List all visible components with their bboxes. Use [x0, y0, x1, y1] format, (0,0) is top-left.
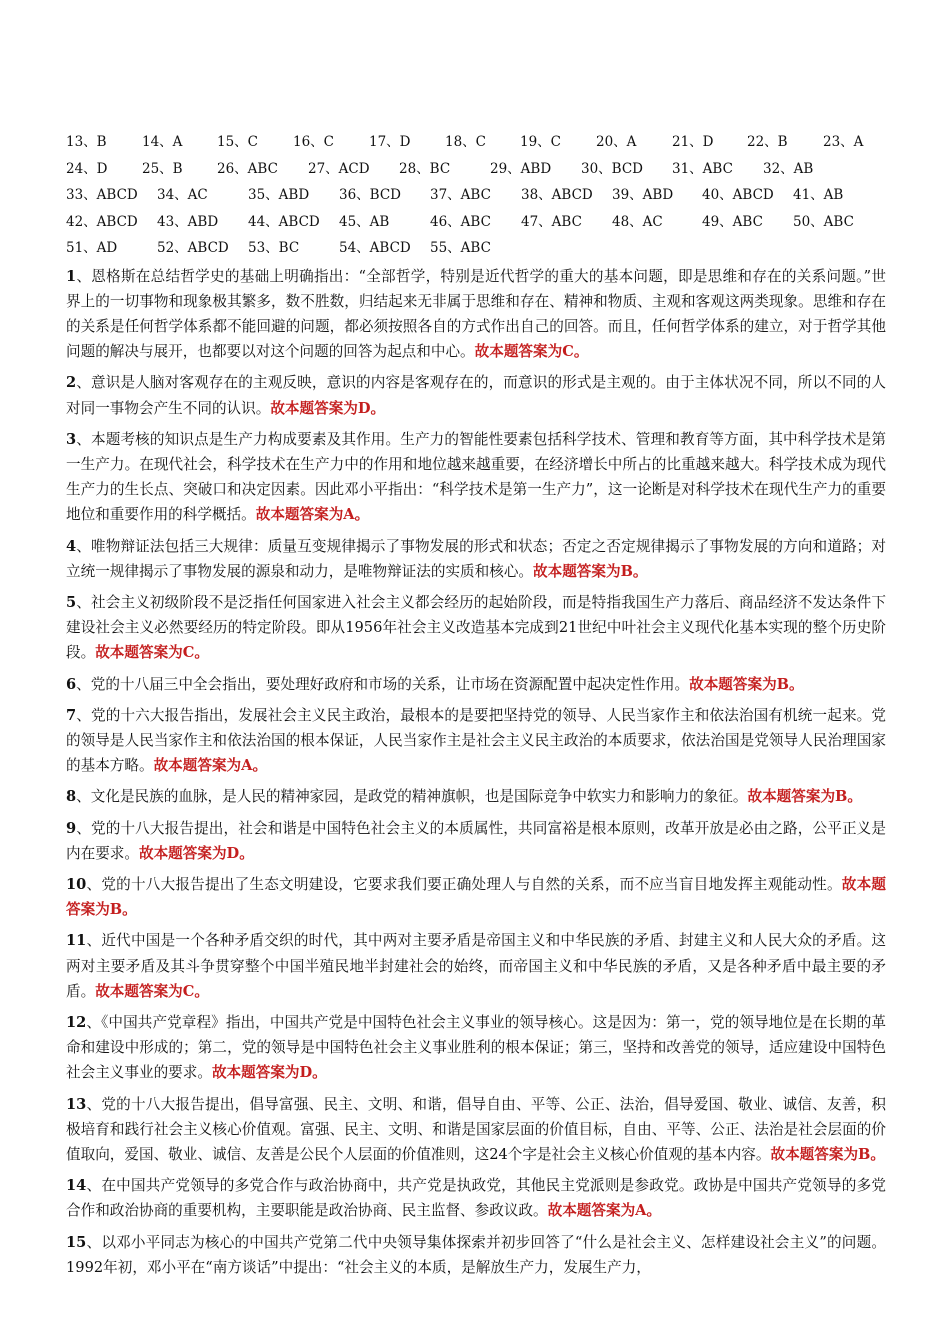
answer-conclusion: 故本题答案为A。	[255, 506, 370, 524]
document-page	[66, 129, 886, 1286]
answer-item: 32、AB	[763, 160, 814, 177]
answer-item: 18、C	[445, 134, 487, 150]
answer-conclusion: 故本题答案为A。	[547, 1202, 662, 1220]
answer-conclusion: 故本题答案为D。	[138, 844, 254, 862]
explanation-text: 、唯物辩证法包括三大规律：质量互变规律揭示了事物发展的形式和状态；否定之否定规律揭示了事物发展的方向和道路；对立统一规律揭示了事物发展的源泉和动力，是唯物辩证法的实质和核心。	[66, 537, 886, 580]
explanation-text: 、近代中国是一个各种矛盾交织的时代，其中两对主要矛盾是帝国主义和中华民族的矛盾、封建主义和人民大众的矛盾。这两对主要矛盾及其斗争贯穿整个中国半殖民地半封建社会的始终，而帝国主义和中华民族的矛盾，又是各种矛盾中最主要的矛盾。	[66, 932, 886, 1000]
answer-item: 46、ABC	[430, 213, 491, 230]
answer-row	[66, 129, 886, 156]
answer-item: 30、BCD	[581, 160, 644, 177]
explanation-text: 、党的十八大报告提出，社会和谐是中国特色社会主义的本质属性，共同富裕是根本原则，改革开放是必由之路，公平正义是内在要求。	[66, 819, 886, 862]
answer-conclusion: 故本题答案为D。	[270, 399, 386, 417]
answer-item: 55、ABC	[430, 240, 491, 256]
explanation-item	[66, 872, 886, 922]
answer-conclusion: 故本题答案为B。	[533, 562, 648, 580]
answer-item: 24、D	[66, 160, 108, 177]
answer-item: 25、B	[142, 160, 183, 177]
explanation-item	[66, 1230, 886, 1280]
answer-conclusion: 故本题答案为C。	[474, 343, 589, 361]
explanation-text: 、恩格斯在总结哲学史的基础上明确指出：“全部哲学，特别是近代哲学的重大的基本问题，即是思维和存在的关系问题。”世界上的一切事物和现象极其繁多，数不胜数，归结起来无非属于思维和存在、精神和物质、主观和客观这两类现象。思维和存在的关系是任何哲学体系都不能回避的问题，都必须按照各自的方式作出自己的回答。而且，任何哲学体系的建立，对于哲学其他问题的解决与展开，也都要以对这个问题的回答为起点和中心。	[66, 267, 886, 361]
answer-item: 21、D	[672, 134, 714, 150]
explanation-item	[66, 534, 886, 584]
answer-item: 35、ABD	[248, 187, 310, 203]
explanation-item	[66, 1173, 886, 1223]
explanation-number: 9	[66, 819, 77, 837]
explanation-text: 、党的十八大报告提出，倡导富强、民主、文明、和谐，倡导自由、平等、公正、法治，倡导爱国、敬业、诚信、友善，积极培育和践行社会主义核心价值观。富强、民主、文明、和谐是国家层面的价值目标，自由、平等、公正、法治是社会层面的价值取向，爱国、敬业、诚信、友善是公民个人层面的价值准则，这24个字是社会主义核心价值观的基本内容。	[66, 1095, 886, 1163]
answer-item: 45、AB	[339, 213, 390, 230]
answer-item: 27、ACD	[308, 160, 370, 177]
answer-conclusion: 故本题答案为B。	[747, 788, 862, 806]
explanation-item	[66, 427, 886, 528]
explanation-item	[66, 264, 886, 365]
answer-item: 43、ABD	[157, 213, 219, 230]
explanation-text: 、党的十八届三中全会指出，要处理好政府和市场的关系，让市场在资源配置中起决定性作用。	[76, 675, 690, 693]
explanation-text: 、在中国共产党领导的多党合作与政治协商中，共产党是执政党，其他民主党派则是参政党。政协是中国共产党领导的多党合作和政治协商的重要机构，主要职能是政治协商、民主监督、参政议政。	[66, 1177, 886, 1220]
answer-item: 53、BC	[248, 240, 300, 256]
explanation-number: 7	[66, 706, 77, 724]
answer-item: 31、ABC	[672, 160, 733, 177]
answer-conclusion: 故本题答案为D。	[211, 1064, 327, 1082]
answer-item: 14、A	[142, 134, 183, 150]
answer-conclusion: 故本题答案为A。	[153, 757, 268, 775]
explanation-item	[66, 928, 886, 1004]
answer-item: 51、AD	[66, 240, 118, 256]
answer-item: 26、ABC	[217, 160, 278, 177]
answer-item: 39、ABD	[612, 187, 674, 203]
explanation-item	[66, 816, 886, 866]
answer-item: 34、AC	[157, 187, 208, 203]
explanation-number: 13	[66, 1095, 87, 1113]
answer-item: 17、D	[369, 134, 411, 150]
answer-row	[66, 182, 886, 209]
explanation-item	[66, 784, 886, 809]
explanation-number: 15	[66, 1233, 87, 1251]
explanation-number: 11	[66, 932, 87, 950]
explanation-item	[66, 1010, 886, 1086]
answer-item: 41、AB	[793, 187, 844, 203]
answer-item: 42、ABCD	[66, 213, 138, 230]
explanation-number: 5	[66, 593, 77, 611]
answer-item: 47、ABC	[521, 213, 582, 230]
explanation-number: 6	[66, 675, 77, 693]
answer-item: 15、C	[217, 134, 259, 150]
answer-item: 50、ABC	[793, 213, 854, 230]
explanation-text: 、本题考核的知识点是生产力构成要素及其作用。生产力的智能性要素包括科学技术、管理和教育等方面，其中科学技术是第一生产力。在现代社会，科学技术在生产力中的作用和地位越来越重要，在经济增长中所占的比重越来越大。科学技术成为现代生产力的生长点、突破口和决定因素。因此邓小平指出：“科学技术是第一生产力”，这一论断是对科学技术在现代生产力的重要地位和重要作用的科学概括。	[66, 430, 886, 524]
explanation-text: 、《中国共产党章程》指出，中国共产党是中国特色社会主义事业的领导核心。这是因为：第一，党的领导地位是在长期的革命和建设中形成的；第二，党的领导是中国特色社会主义事业胜利的根本保证；第三，坚持和改善党的领导，适应建设中国特色社会主义事业的要求。	[66, 1013, 886, 1082]
explanation-number: 8	[66, 788, 77, 806]
explanation-text: 、文化是民族的血脉，是人民的精神家园，是政党的精神旗帜，也是国际竞争中软实力和影响力的象征。	[76, 788, 748, 806]
explanation-text: 、党的十六大报告指出，发展社会主义民主政治，最根本的是要把坚持党的领导、人民当家作主和依法治国有机统一起来。党的领导是人民当家作主和依法治国的根本保证，人民当家作主是社会主义民主政治的本质要求，依法治国是党领导人民治理国家的基本方略。	[66, 706, 886, 775]
explanation-item	[66, 1092, 886, 1168]
explanation-number: 2	[66, 374, 77, 392]
answer-conclusion: 故本题答案为B。	[770, 1146, 885, 1163]
explanation-text: 、党的十八大报告提出了生态文明建设，它要求我们要正确处理人与自然的关系，而不应当盲目地发挥主观能动性。	[86, 875, 842, 893]
answer-item: 36、BCD	[339, 187, 402, 203]
answer-item: 48、AC	[612, 213, 663, 230]
answer-item: 23、A	[823, 134, 864, 150]
explanation-text: 、以邓小平同志为核心的中国共产党第二代中央领导集体探索并初步回答了“什么是社会主义、怎样建设社会主义”的问题。1992年初，邓小平在“南方谈话”中提出：“社会主义的本质，是解放生产力，发展生产力，	[66, 1233, 886, 1276]
answer-item: 28、BC	[399, 160, 451, 177]
answer-row	[66, 235, 886, 262]
explanation-number: 10	[66, 875, 87, 893]
answer-item: 40、ABCD	[702, 187, 774, 203]
explanation-number: 14	[66, 1177, 87, 1195]
answer-item: 13、B	[66, 134, 107, 150]
answer-key	[66, 129, 886, 262]
explanation-number: 3	[66, 430, 77, 448]
explanation-item	[66, 370, 886, 420]
answer-item: 44、ABCD	[248, 213, 320, 230]
explanation-item	[66, 703, 886, 779]
answer-conclusion: 故本题答案为C。	[95, 644, 209, 662]
explanation-number: 12	[66, 1013, 87, 1031]
answer-conclusion: 故本题答案为B。	[66, 875, 886, 919]
answer-item: 33、ABCD	[66, 187, 138, 203]
answer-item: 38、ABCD	[521, 187, 593, 203]
answer-item: 49、ABC	[702, 213, 763, 230]
explanation-text: 、社会主义初级阶段不是泛指任何国家进入社会主义都会经历的起始阶段，而是特指我国生产力落后、商品经济不发达条件下建设社会主义必然要经历的特定阶段。即从1956年社会主义改造基本完成到21世纪中叶社会主义现代化基本实现的整个历史阶段。	[66, 593, 886, 662]
answer-item: 16、C	[293, 134, 335, 150]
explanation-list	[66, 264, 886, 1281]
explanation-item	[66, 672, 886, 697]
answer-row	[66, 209, 886, 236]
answer-conclusion: 故本题答案为B。	[689, 675, 804, 693]
explanation-text: 、意识是人脑对客观存在的主观反映，意识的内容是客观存在的，而意识的形式是主观的。由于主体状况不同，所以不同的人对同一事物会产生不同的认识。	[66, 374, 886, 417]
answer-item: 22、B	[747, 134, 788, 150]
answer-conclusion: 故本题答案为C。	[95, 982, 209, 1000]
explanation-number: 1	[66, 267, 77, 285]
answer-item: 29、ABD	[490, 160, 552, 177]
answer-item: 52、ABCD	[157, 240, 229, 256]
explanation-item	[66, 590, 886, 666]
answer-item: 20、A	[596, 134, 637, 150]
answer-item: 54、ABCD	[339, 240, 411, 256]
answer-item: 19、C	[520, 134, 562, 150]
answer-item: 37、ABC	[430, 187, 491, 203]
answer-row	[66, 156, 886, 183]
explanation-number: 4	[66, 537, 77, 555]
